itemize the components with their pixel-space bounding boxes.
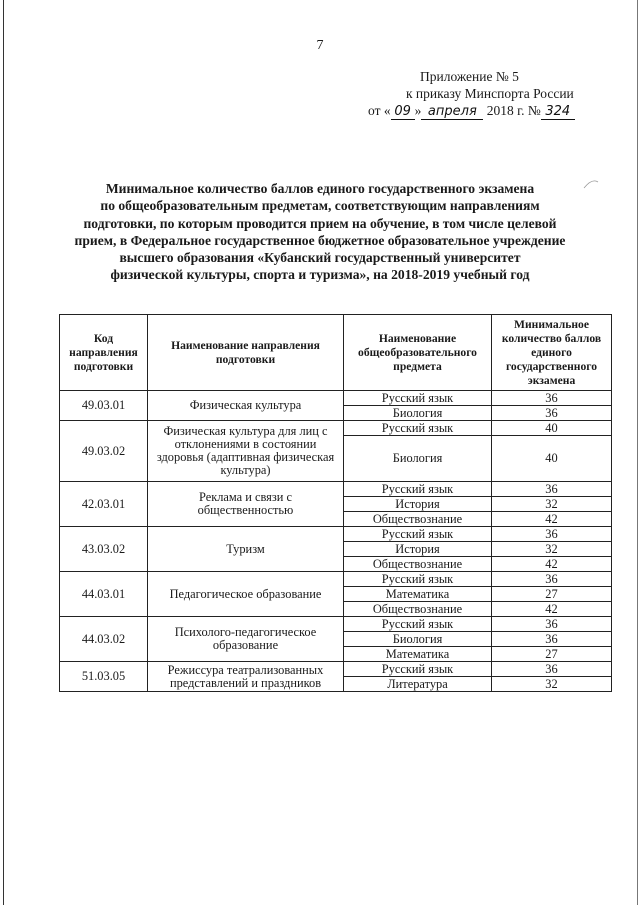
score-cell: 36 — [492, 391, 612, 406]
date-quote: » — [414, 103, 422, 118]
direction-name: Педагогическое образование — [148, 572, 344, 617]
score-cell: 40 — [492, 421, 612, 436]
scores-table — [59, 314, 612, 692]
subject-cell: Обществознание — [344, 602, 492, 617]
table-header-row — [60, 315, 612, 391]
date-year: 2018 г. № — [486, 103, 541, 118]
title-line: подготовки, по которым проводится прием на обучение, в том числе целевой — [83, 215, 557, 231]
handwritten-day: 09 — [391, 105, 415, 120]
scan-left-edge — [3, 0, 4, 905]
handwritten-order-number: 324 — [541, 105, 575, 120]
appendix-header — [368, 68, 598, 120]
table-row — [60, 662, 612, 677]
score-cell: 36 — [492, 527, 612, 542]
direction-name: Физическая культура для лиц с отклонениями в состоянии здоровья (адаптивная физическая культура) — [148, 421, 344, 482]
direction-name: Туризм — [148, 527, 344, 572]
title-line: прием, в Федеральное государственное бюджетное образовательное учреждение — [74, 232, 566, 248]
direction-name: Режиссура театрализованных представлений и праздников — [148, 662, 344, 692]
direction-code: 51.03.05 — [60, 662, 148, 692]
score-cell: 36 — [492, 662, 612, 677]
subject-cell: Математика — [344, 587, 492, 602]
subject-cell: История — [344, 542, 492, 557]
score-cell: 32 — [492, 677, 612, 692]
direction-code: 44.03.01 — [60, 572, 148, 617]
score-cell: 36 — [492, 632, 612, 647]
subject-cell: Русский язык — [344, 662, 492, 677]
title-line: Минимальное количество баллов единого государственного экзамена — [105, 181, 535, 196]
subject-cell: Русский язык — [344, 527, 492, 542]
title-line: по общеобразовательным предметам, соответствующим направлениям — [100, 198, 540, 214]
subject-cell: История — [344, 497, 492, 512]
subject-cell: Русский язык — [344, 572, 492, 587]
subject-cell: Математика — [344, 647, 492, 662]
appendix-date-line — [368, 102, 598, 120]
score-cell: 27 — [492, 587, 612, 602]
table-row — [60, 572, 612, 587]
table-row — [60, 617, 612, 632]
pen-mark — [582, 160, 640, 190]
direction-code: 49.03.01 — [60, 391, 148, 421]
table-row — [60, 391, 612, 406]
header-code: Код направления подготовки — [60, 315, 148, 391]
score-cell: 40 — [492, 436, 612, 482]
subject-cell: Русский язык — [344, 421, 492, 436]
title-line: физической культуры, спорта и туризма», на 2018-2019 учебный год — [110, 267, 530, 283]
direction-name: Физическая культура — [148, 391, 344, 421]
appendix-title: Приложение № 5 — [420, 69, 519, 84]
subject-cell: Обществознание — [344, 512, 492, 527]
direction-code: 44.03.02 — [60, 617, 148, 662]
score-cell: 32 — [492, 497, 612, 512]
score-cell: 42 — [492, 602, 612, 617]
header-direction-name: Наименование направления подготовки — [148, 315, 344, 391]
score-cell: 36 — [492, 617, 612, 632]
score-cell: 42 — [492, 512, 612, 527]
scan-right-edge — [637, 0, 638, 905]
subject-cell: Русский язык — [344, 482, 492, 497]
document-title — [60, 180, 580, 284]
date-prefix: от « — [368, 103, 391, 118]
direction-code: 42.03.01 — [60, 482, 148, 527]
score-cell: 36 — [492, 572, 612, 587]
subject-cell: Литература — [344, 677, 492, 692]
subject-cell: Биология — [344, 406, 492, 421]
header-subject: Наименование общеобразовательного предмета — [344, 315, 492, 391]
subject-cell: Обществознание — [344, 557, 492, 572]
score-cell: 36 — [492, 406, 612, 421]
handwritten-month: апреля — [421, 105, 483, 120]
direction-code: 49.03.02 — [60, 421, 148, 482]
page-number: 7 — [316, 38, 324, 53]
subject-cell: Биология — [344, 632, 492, 647]
table-row — [60, 482, 612, 497]
score-cell: 36 — [492, 482, 612, 497]
table-row — [60, 421, 612, 436]
direction-name: Психолого-педагогическое образование — [148, 617, 344, 662]
scores-table-wrapper — [59, 314, 612, 692]
score-cell: 32 — [492, 542, 612, 557]
score-cell: 42 — [492, 557, 612, 572]
appendix-order-ref: к приказу Минспорта России — [406, 86, 574, 101]
score-cell: 27 — [492, 647, 612, 662]
direction-code: 43.03.02 — [60, 527, 148, 572]
subject-cell: Биология — [344, 436, 492, 482]
header-min-score: Минимальное количество баллов единого государственного экзамена — [492, 315, 612, 391]
subject-cell: Русский язык — [344, 391, 492, 406]
subject-cell: Русский язык — [344, 617, 492, 632]
table-row — [60, 527, 612, 542]
title-line: высшего образования «Кубанский государственный университет — [119, 250, 521, 266]
direction-name: Реклама и связи с общественностью — [148, 482, 344, 527]
